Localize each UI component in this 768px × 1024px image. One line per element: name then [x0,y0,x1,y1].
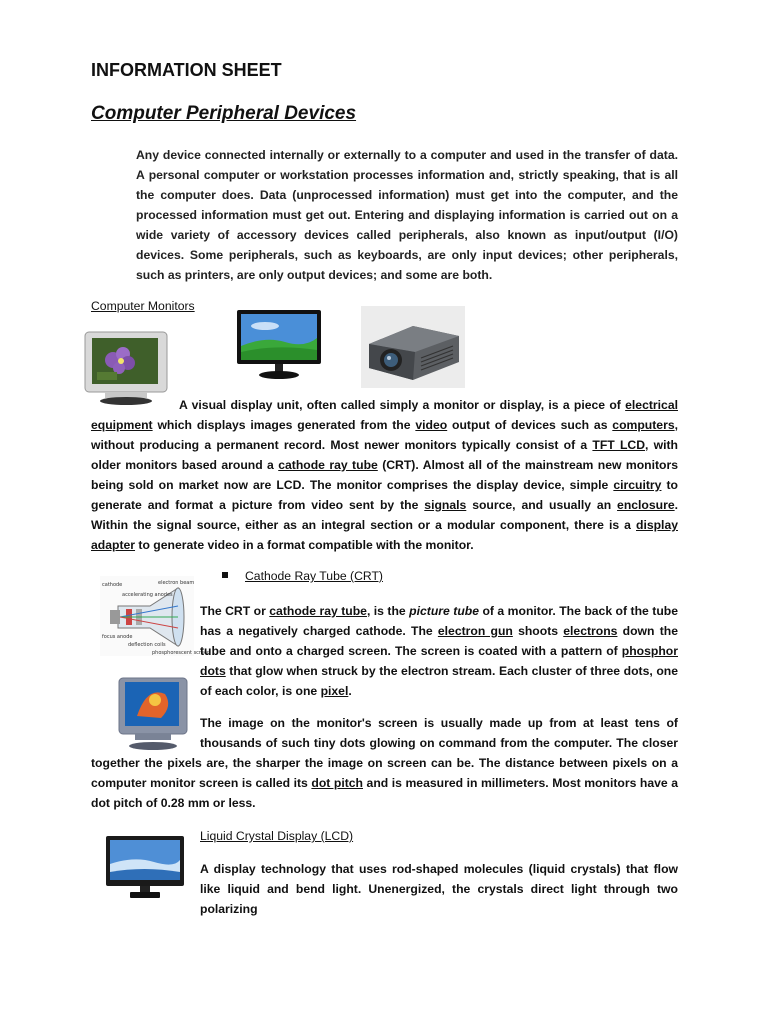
link-pixel[interactable]: pixel [320,684,349,698]
diagram-label-electron-beam: electron beam [158,580,195,586]
link-electron-gun[interactable]: electron gun [437,624,513,638]
crt-paragraph-1: The CRT or cathode ray tube, is the picture tube of a monitor. The back of the tube has a negatively charged cathode. The electron gun shoots electrons down the tube and onto a charged screen. The screen is coated with a pattern of phosphor dots that glow when struck by the electron stream. Each cluster of three dots, one of each color, is one pixel. [200,604,678,698]
crt-paragraph-2: The image on the monitor's screen is usually made up from at least tens of thousands of such tiny dots glowing on command from the computer. The closer together the pixels are, the sharper the image on screen can be. The distance between pixels on a computer monitor screen is called its dot pitch and is measured in millimeters. Most monitors have a dot pitch of 0.28 mm or less. [91,716,678,810]
link-phosphor-dots[interactable]: phosphor dots [200,644,678,678]
link-cathode-ray-tube[interactable]: cathode ray tube [278,458,378,472]
diagram-label-accelerating-anodes: accelerating anodes [122,592,173,598]
bullet-icon [222,572,228,578]
lcd-paragraph: A display technology that uses rod-shaped molecules (liquid crystals) that flow like liquid and bend light. Unenergized, the crystals direct light through two polarizing [200,862,678,916]
lcd-sky-monitor-image [104,834,186,902]
link-electrons[interactable]: electrons [563,624,618,638]
link-computers[interactable]: computers [612,418,675,432]
link-enclosure[interactable]: enclosure [617,498,675,512]
section-heading-crt: Cathode Ray Tube (CRT) [245,569,383,583]
monitors-paragraph: A visual display unit, often called simply a monitor or display, is a piece of electrical equipment which displays images generated from the video output of devices such as computers, without producing a permanent record. Most newer monitors typically consist of a TFT LCD, with older monitors based around a cathode ray tube (CRT). Almost all of the mainstream new monitors being sold on market now are LCD. The monitor comprises the display device, simple circuitry to generate and format a picture from video sent by the signals source, and usually an enclosure. Within the signal source, either as an integral section or a modular component, there is a display adapter to generate video in a format compatible with the monitor. [91,398,679,552]
section-heading-lcd: Liquid Crystal Display (LCD) [200,829,354,843]
intro-paragraph: Any device connected internally or externally to a computer and used in the transfer of data. A personal computer or workstation processes information and, strictly speaking, that is all the computer does. Data (unprocessed information) must get into the computer, and the processed information must get out. Entering and displaying information is carried out on a wide variety of accessory devices called peripherals, also known as input/output (I/O) devices. Some peripherals, such as keyboards, are only input devices; other peripherals, such as printers, are only output devices; and some are both. [136,148,678,282]
lcd-monitor-image [235,308,323,380]
section-heading-monitors: Computer Monitors [91,299,195,313]
projector-image [361,306,465,388]
diagram-label-focus-anode: focus anode [102,634,133,640]
page-subtitle: Computer Peripheral Devices [91,103,357,124]
link-dot-pitch[interactable]: dot pitch [311,776,363,790]
diagram-label-cathode: cathode [102,582,123,588]
link-circuitry[interactable]: circuitry [613,478,662,492]
link-display-adapter[interactable]: display adapter [91,518,678,552]
crt-diagram-image [100,576,211,656]
link-signals[interactable]: signals [424,498,467,512]
link-tft-lcd[interactable]: TFT LCD [592,438,646,452]
diagram-label-deflection-coils: deflection coils [128,642,166,648]
link-cathode-ray-tube-2[interactable]: cathode ray tube [269,604,367,618]
page-title: INFORMATION SHEET [91,60,282,80]
link-electrical-equipment[interactable]: electrical equipment [91,398,678,432]
diagram-label-phosphor-screen: phosphorescent screen [152,650,211,656]
link-video[interactable]: video [415,418,448,432]
